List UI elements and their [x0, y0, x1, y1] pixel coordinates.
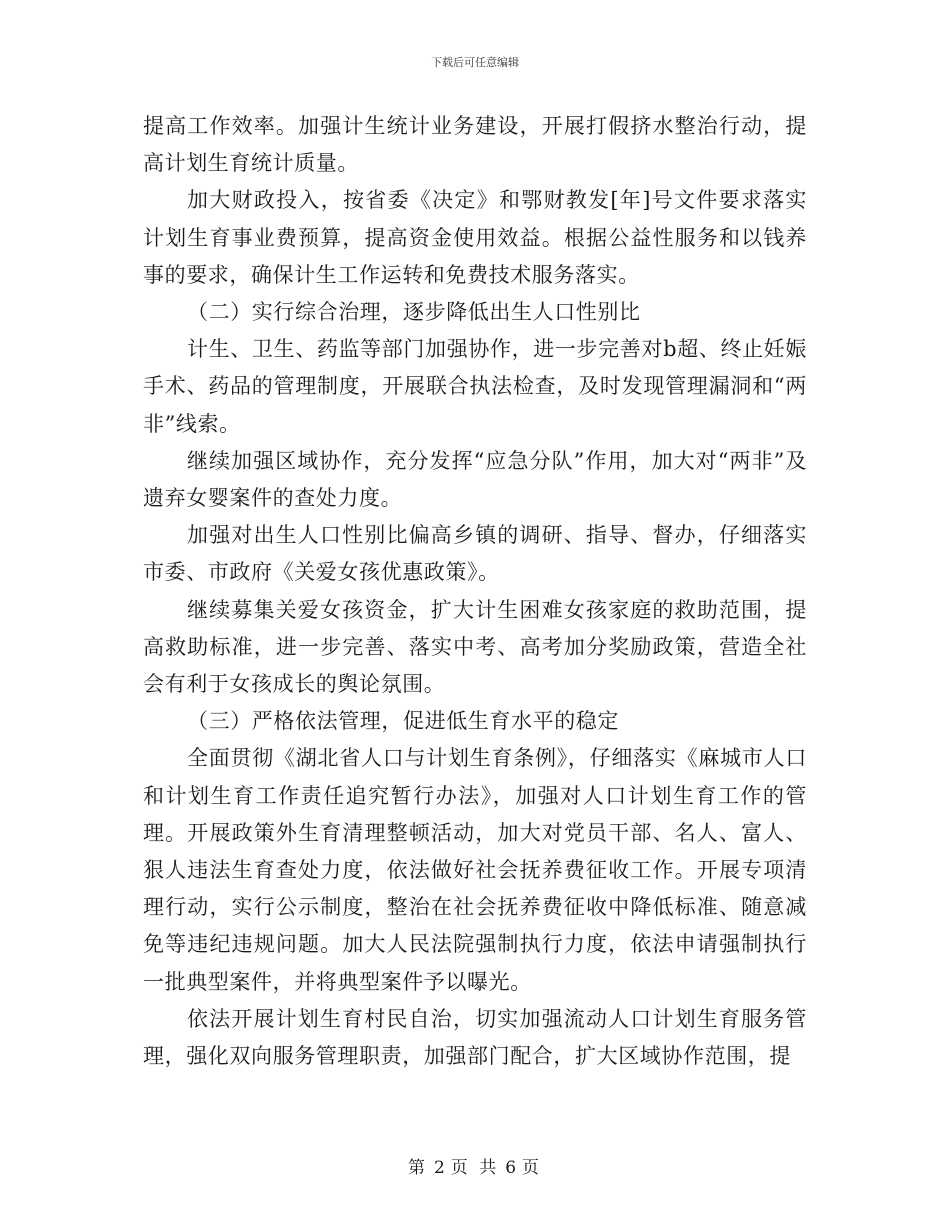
section-heading: （三）严格依法管理，促进低生育水平的稳定: [187, 709, 619, 734]
footer-prefix: 第: [407, 1158, 428, 1178]
paragraph: 加大财政投入，按省委《决定》和鄂财教发[年]号文件要求落实计划生育事业费预算，提高资金使用效益。根据公益性服务和以钱养事的要求，确保计生工作运转和免费技术服务落实。: [143, 188, 807, 287]
page-total: 6: [505, 1158, 517, 1178]
footer-suffix: 页: [522, 1158, 543, 1178]
footer-middle: 页 共: [450, 1158, 500, 1178]
paragraph: 加强对出生人口性别比偏高乡镇的调研、指导、督办，仔细落实市委、市政府《关爱女孩优惠政策》。: [143, 523, 807, 585]
page-footer: [0, 1153, 950, 1178]
paragraph: 计生、卫生、药监等部门加强协作，进一步完善对b超、终止妊娠手术、药品的管理制度，开展联合执法检查，及时发现管理漏洞和“两非”线索。: [143, 337, 807, 436]
paragraph: 继续募集关爱女孩资金，扩大计生困难女孩家庭的救助范围，提高救助标准，进一步完善、落实中考、高考加分奖励政策，营造全社会有利于女孩成长的舆论氛围。: [143, 597, 807, 697]
page-number: 2: [433, 1158, 445, 1178]
document-body: [143, 108, 807, 1075]
paragraph: 提高工作效率。加强计生统计业务建设，开展打假挤水整治行动，提高计划生育统计质量。: [143, 114, 807, 176]
page-header: 下载后可任意编辑: [431, 56, 519, 69]
paragraph: 全面贯彻《湖北省人口与计划生育条例》，仔细落实《麻城市人口和计划生育工作责任追究暂行办法》，加强对人口计划生育工作的管理。开展政策外生育清理整顿活动，加大对党员干部、名人、富人、狠人违法生育查处力度，依法做好社会抚养费征收工作。开展专项清理行动，实行公示制度，整治在社会抚养费征收中降低标准、随意减免等违纪违规问题。加大人民法院强制执行力度，依法申请强制执行一批典型案件，并将典型案件予以曝光。: [143, 746, 807, 994]
paragraph: 依法开展计划生育村民自治，切实加强流动人口计划生育服务管理，强化双向服务管理职责，加强部门配合，扩大区域协作范围，提: [143, 1006, 807, 1069]
section-heading: （二）实行综合治理，逐步降低出生人口性别比: [187, 300, 641, 325]
paragraph: 继续加强区域协作，充分发挥“应急分队”作用，加大对“两非”及遗弃女婴案件的查处力度。: [143, 448, 807, 511]
